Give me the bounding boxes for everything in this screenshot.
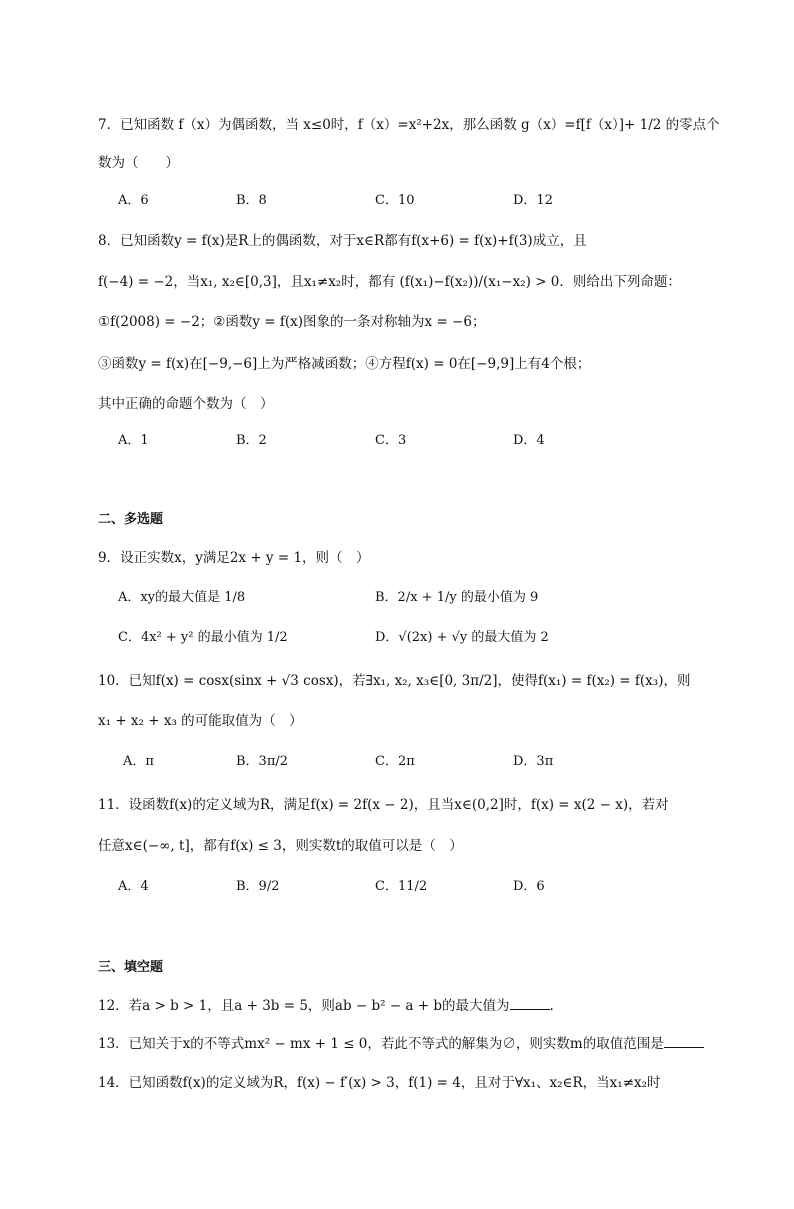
q8-option-c: C．3 — [375, 433, 407, 448]
q10-option-a: A．π — [123, 754, 154, 769]
q11-option-d: D．6 — [513, 879, 545, 894]
q9-option-d: D．√(2x) + √y 的最大值为 2 — [375, 630, 549, 645]
q9-option-c: C．4x² + y² 的最小值为 1/2 — [118, 630, 288, 645]
q7-stem-line1: 7．已知函数 f（x）为偶函数，当 x≤0时，f（x）=x²+2x，那么函数 g（x）=f[f（x）]+ 1/2 的零点个 — [98, 117, 720, 133]
q8-stem-line4: ③函数y = f(x)在[−9,−6]上为严格减函数；④方程f(x) = 0在[−9,9]上有4个根； — [98, 356, 591, 372]
q8-stem-line1: 8．已知函数y = f(x)是R上的偶函数，对于x∈R都有f(x+6) = f(x)+f(3)成立，且 — [98, 233, 587, 249]
q11-option-b: B．9/2 — [236, 879, 280, 894]
q11-option-a: A．4 — [118, 879, 149, 894]
q10-option-d: D．3π — [513, 754, 554, 769]
q10-option-b: B．3π/2 — [236, 754, 289, 769]
q13-text: 13．已知关于x的不等式mx² − mx + 1 ≤ 0，若此不等式的解集为∅，则实数m的取值范围是 — [98, 1036, 664, 1052]
q12-text: 12．若a > b > 1，且a + 3b = 5，则ab − b² − a + b的最大值为 — [98, 998, 510, 1014]
q7-option-d: D．12 — [513, 193, 553, 208]
q9-stem: 9．设正实数x，y满足2x + y = 1，则（ ） — [98, 550, 370, 566]
q12-period: . — [549, 998, 554, 1014]
q11-stem-line1: 11．设函数f(x)的定义域为R，满足f(x) = 2f(x − 2)，且当x∈(0,2]时，f(x) = x(2 − x)，若对 — [98, 797, 669, 813]
q7-option-b: B．8 — [236, 193, 267, 208]
q10-stem-line1: 10．已知f(x) = cosx(sinx + √3 cosx)，若∃x₁, x₂, x₃∈[0, 3π/2]，使得f(x₁) = f(x₂) = f(x₃)，则 — [98, 673, 691, 689]
section-heading-multi-choice: 二、多选题 — [98, 512, 164, 527]
q12-stem — [98, 996, 554, 1016]
q8-stem-line5: 其中正确的命题个数为（ ） — [98, 396, 274, 412]
q9-option-b: B．2/x + 1/y 的最小值为 9 — [375, 590, 539, 605]
q8-stem-line2: f(−4) = −2，当x₁, x₂∈[0,3]，且x₁≠x₂时，都有 (f(x₁)−f(x₂))/(x₁−x₂) > 0．则给出下列命题： — [98, 274, 681, 290]
q13-answer-blank — [664, 1035, 704, 1048]
q11-option-c: C．11/2 — [375, 879, 428, 894]
q14-stem: 14．已知函数f(x)的定义域为R，f(x) − f′(x) > 3，f(1) = 4，且对于∀x₁、x₂∈R，当x₁≠x₂时 — [98, 1075, 661, 1091]
q8-stem-line3: ①f(2008) = −2；②函数y = f(x)图象的一条对称轴为x = −6； — [98, 314, 486, 330]
q8-option-d: D．4 — [513, 433, 545, 448]
q10-stem-line2: x₁ + x₂ + x₃ 的可能取值为（ ） — [98, 713, 303, 729]
section-heading-fill-blank: 三、填空题 — [98, 960, 164, 975]
q13-stem — [98, 1034, 704, 1054]
q8-option-b: B．2 — [236, 433, 267, 448]
q7-option-c: C．10 — [375, 193, 415, 208]
q9-option-a: A．xy的最大值是 1/8 — [118, 590, 246, 605]
q7-stem-line2: 数为（ ） — [98, 155, 179, 171]
q12-answer-blank — [510, 997, 550, 1010]
q10-option-c: C．2π — [375, 754, 415, 769]
q8-option-a: A．1 — [118, 433, 149, 448]
q11-stem-line2: 任意x∈(−∞, t]，都有f(x) ≤ 3，则实数t的取值可以是（ ） — [98, 838, 463, 854]
q7-option-a: A．6 — [118, 193, 149, 208]
